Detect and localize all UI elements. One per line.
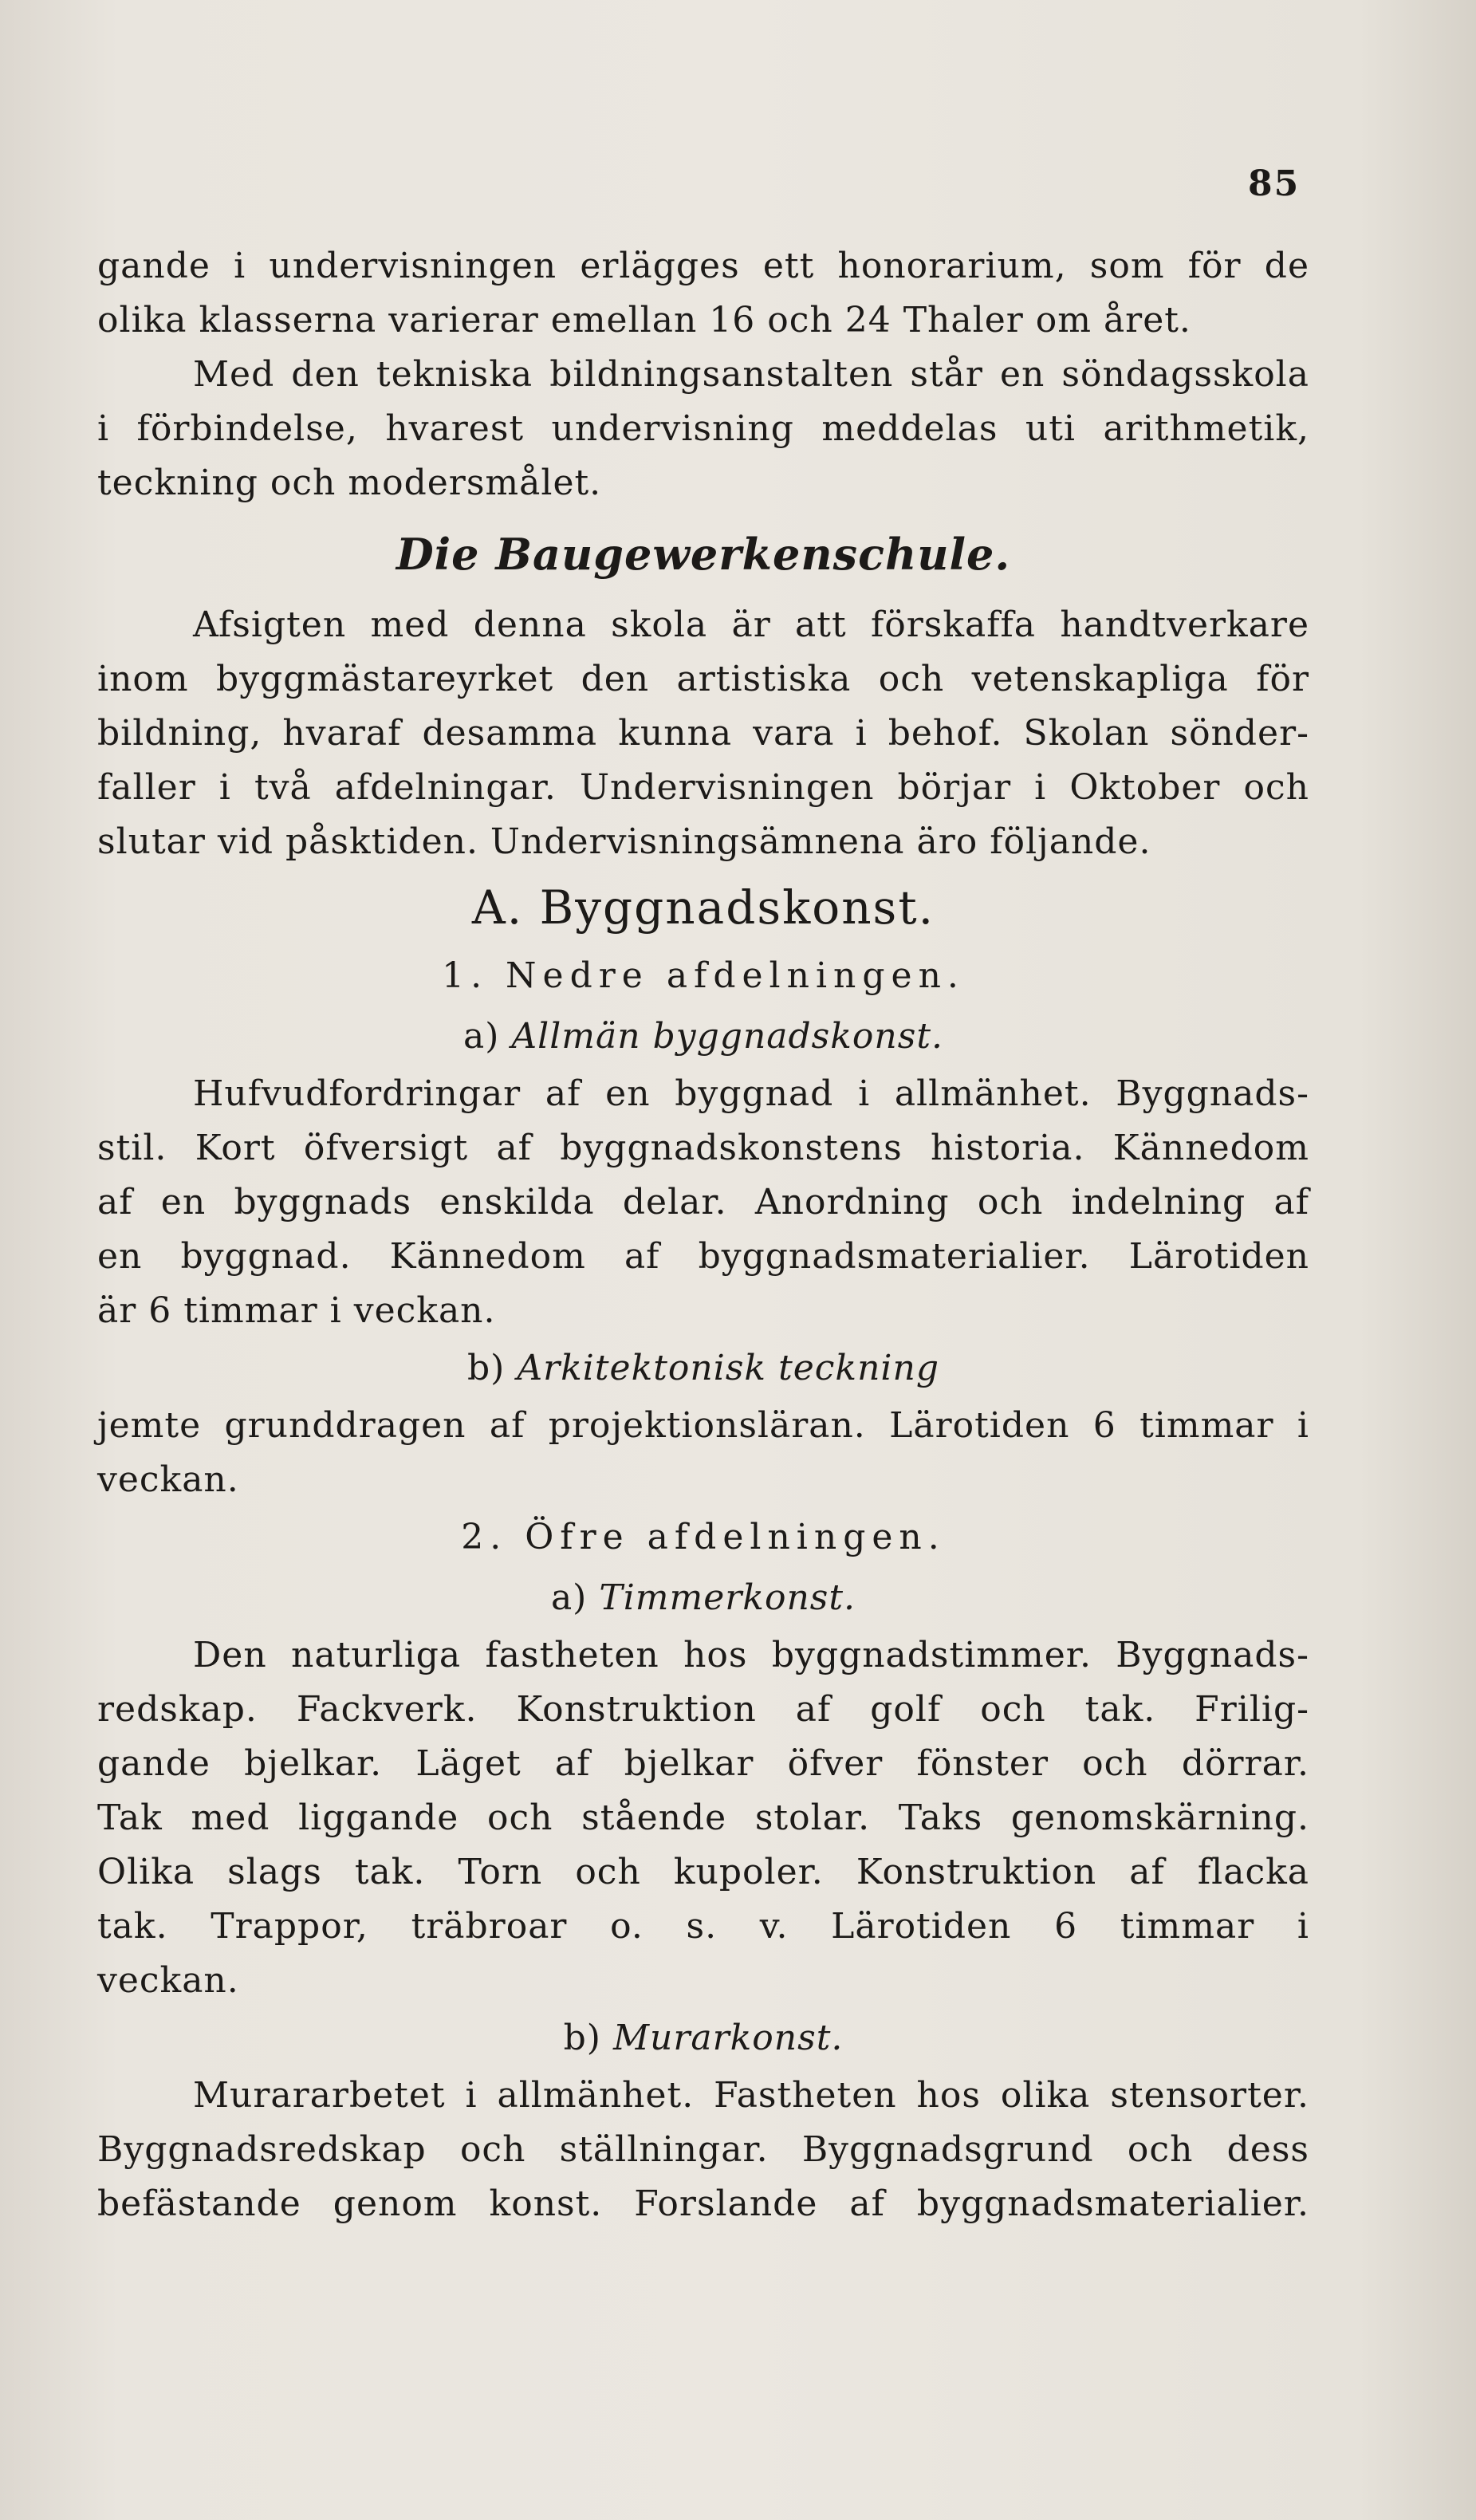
item-label: b) bbox=[563, 2018, 601, 2058]
text-line: Afsigten med denna skola är att förskaffa handtverkare bbox=[193, 604, 1309, 645]
item-label: a) bbox=[550, 1577, 588, 1618]
item-heading bbox=[97, 2008, 1309, 2069]
text-line: gande bjelkar. Läget af bjelkar öfver fönster och dörrar. bbox=[97, 1743, 1309, 1784]
text-line: veckan. bbox=[97, 1960, 239, 2001]
page-number: 85 bbox=[1248, 163, 1301, 204]
text-line: bildning, hvaraf desamma kunna vara i behof. Skolan sönder- bbox=[97, 713, 1309, 754]
text-line: Murararbetet i allmänhet. Fastheten hos olika stensorter. bbox=[193, 2075, 1309, 2116]
text-line: Olika slags tak. Torn och kupoler. Konstruktion af flacka bbox=[97, 1852, 1309, 1892]
text-line: Byggnadsredskap och ställningar. Byggnadsgrund och dess bbox=[97, 2129, 1309, 2170]
text-line: en byggnad. Kännedom af byggnadsmaterialier. Lärotiden bbox=[97, 1236, 1309, 1277]
text-line: faller i två afdelningar. Undervisningen börjar i Oktober och bbox=[97, 767, 1309, 808]
text-line: befästande genom konst. Forslande af byggnadsmaterialier. bbox=[97, 2183, 1309, 2224]
item-heading bbox=[97, 1338, 1309, 1399]
text-line: tak. Trappor, träbroar o. s. v. Lärotiden 6 timmar i bbox=[97, 1906, 1309, 1947]
text-line: i förbindelse, hvarest undervisning meddelas uti arithmetik, bbox=[97, 408, 1309, 449]
item-heading bbox=[97, 1006, 1309, 1067]
text-line: Med den tekniska bildningsanstalten står en söndagsskola bbox=[193, 354, 1309, 395]
item-label: a) bbox=[462, 1016, 500, 1057]
subsection-heading: 1. Nedre afdelningen. bbox=[442, 955, 965, 996]
text-line: jemte grunddragen af projektionsläran. Lärotiden 6 timmar i bbox=[97, 1405, 1309, 1446]
subsection-heading: 2. Öfre afdelningen. bbox=[461, 1517, 946, 1557]
text-line: slutar vid påsktiden. Undervisningsämnena äro följande. bbox=[97, 821, 1151, 862]
text-line: redskap. Fackverk. Konstruktion af golf och tak. Frilig- bbox=[97, 1689, 1309, 1730]
text-line: Den naturliga fastheten hos byggnadstimmer. Byggnads- bbox=[193, 1635, 1309, 1675]
text-line: af en byggnads enskilda delar. Anordning och indelning af bbox=[97, 1182, 1309, 1223]
item-title: Arkitektonisk teckning bbox=[517, 1348, 940, 1388]
text-line: olika klasserna varierar emellan 16 och 24 Thaler om året. bbox=[97, 300, 1191, 341]
text-line: gande i undervisningen erlägges ett honorarium, som för de bbox=[97, 246, 1309, 286]
text-line: veckan. bbox=[97, 1459, 239, 1500]
item-label: b) bbox=[466, 1348, 506, 1388]
text-line: är 6 timmar i veckan. bbox=[97, 1290, 496, 1331]
item-heading bbox=[97, 1568, 1309, 1628]
item-title: Timmerkonst. bbox=[599, 1577, 856, 1618]
page-body bbox=[97, 239, 1309, 2231]
text-line: Tak med liggande och stående stolar. Taks genomskärning. bbox=[97, 1797, 1309, 1838]
text-line: Hufvudfordringar af en byggnad i allmänhet. Byggnads- bbox=[193, 1073, 1309, 1114]
text-line: inom byggmästareyrket den artistiska och vetenskapliga för bbox=[97, 659, 1309, 699]
item-title: Murarkonst. bbox=[612, 2018, 844, 2058]
text-line: stil. Kort öfversigt af byggnadskonstens historia. Kännedom bbox=[97, 1128, 1309, 1168]
text-line: teckning och modersmålet. bbox=[97, 463, 602, 503]
item-title: Allmän byggnadskonst. bbox=[511, 1016, 943, 1057]
section-heading: Die Baugewerkenschule. bbox=[396, 529, 1011, 580]
section-a-heading: A. Byggnadskonst. bbox=[471, 880, 935, 935]
